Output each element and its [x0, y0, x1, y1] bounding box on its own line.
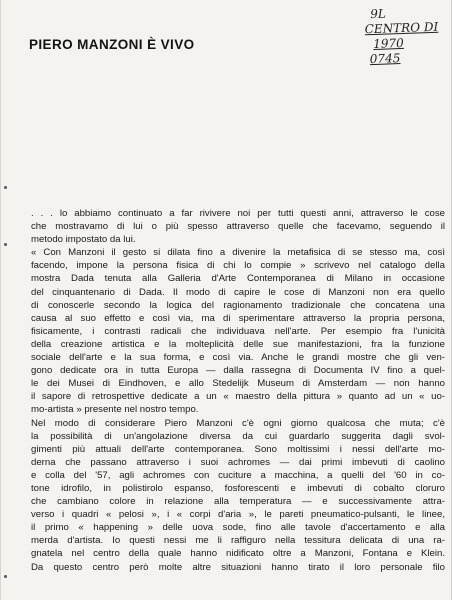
text-line: della creazione artistica e la molteplicità delle sue manifestazioni, fra la funzione [31, 338, 445, 350]
margin-mark [4, 243, 7, 246]
page-title: PIERO MANZONI È VIVO [29, 37, 195, 52]
text-line: gono dedicate ora in tutta Europa — dalla rassegna di Documenta IV fino a quel- [31, 365, 445, 377]
margin-mark [4, 575, 7, 578]
text-line: le dei Musei di Eindhoven, e allo Stedelijk Museum di Amsterdam — non hanno [31, 378, 445, 390]
text-line: di conoscerle secondo la logica del ragionamento tradizionale che concatena una [31, 299, 445, 311]
text-line: Da questo centro però molte altre situazioni hanno tirato il loro personale filo [31, 561, 445, 573]
text-line: « Con Manzoni il gesto si dilata fino a divenire la metafisica di se stesso ma, così [31, 247, 445, 259]
text-line: derna che passano attraverso i suoi achromes — dai primi imbevuti di caolino [31, 456, 445, 468]
text-line: la possibilità di un'angolazione diversa da cui guardarlo suggerita dagli svol- [31, 430, 445, 442]
text-line: sociale dell'arte e la sua forma, e così via. Anche le grandi mostre che gli ven- [31, 352, 445, 364]
text-line: facendo, impone la persona fisica di chi lo compie » scrivevo nel catalogo della [31, 260, 445, 272]
text-line: Nel modo di considerare Piero Manzoni c'è ogni giorno qualcosa che muta; c'è [31, 417, 445, 429]
text-line: merda d'artista. Io questi nessi me li raffiguro nella tessitura delicata di una ra- [31, 535, 445, 547]
margin-mark [4, 186, 7, 189]
text-line: gimenti più attuali dell'arte contemporanea. Sono moltissimi i nessi dell'arte mo- [31, 443, 445, 455]
archive-year: 1970 [373, 35, 405, 51]
text-line: causa al suo effetto e così via, ma di sperimentare attraverso la propria persona, [31, 312, 445, 324]
text-line: tone idrofilo, in polistirolo espanso, fosforescenti e imbevuti di cobalto cloruro [31, 482, 445, 494]
text-line: . . . lo abbiamo continuato a far rivivere noi per tutti questi anni, attraverso le cose [31, 208, 445, 219]
archive-number: 0745 [369, 51, 401, 67]
text-line: mostra Dada tenuta alla Galleria d'Arte Contemporanea di Milano in occasione [31, 273, 445, 285]
text-line: metodo impostato da lui. [31, 234, 136, 246]
text-line: il primo « happening » delle uova sode, fino alle tavole d'accertamento e alla [31, 522, 445, 534]
text-line: che mostravamo di lui o più spesso attraverso quelle che facevamo, seguendo il [31, 221, 445, 233]
text-line: gnatela nel centro della quale hanno nidificato oltre a Manzoni, Fontana e Klein. [31, 548, 445, 560]
text-line: mo-artista » presente nel nostro tempo. [31, 404, 199, 416]
archive-code: 9L [369, 6, 387, 22]
article-body [31, 207, 445, 574]
text-line: verso i quadri « pelosi », i « corpi d'aria », le pareti pneumatico-pulsanti, le linee, [31, 509, 445, 521]
text-line: il sapore di retrospettive dedicate a un « maestro della pittura » quanto ad un « uo- [31, 391, 445, 403]
handwritten-archive-note [364, 5, 440, 68]
text-line: e colla del '57, agli achromes con cuciture a macchina, a quelli del '60 in co- [31, 469, 445, 481]
archive-source: CENTRO DI [364, 19, 439, 37]
text-line: del cinquantenario di Dada. Il modo di capire le cose di Manzoni non era quello [31, 286, 445, 298]
text-line: che cambiano colore in relazione alla temperatura — e successivamente attra- [31, 496, 445, 508]
text-line: fisicamente, i contrasti radicali che individuava nell'arte. Per esempio fra l'unicità [31, 325, 445, 337]
